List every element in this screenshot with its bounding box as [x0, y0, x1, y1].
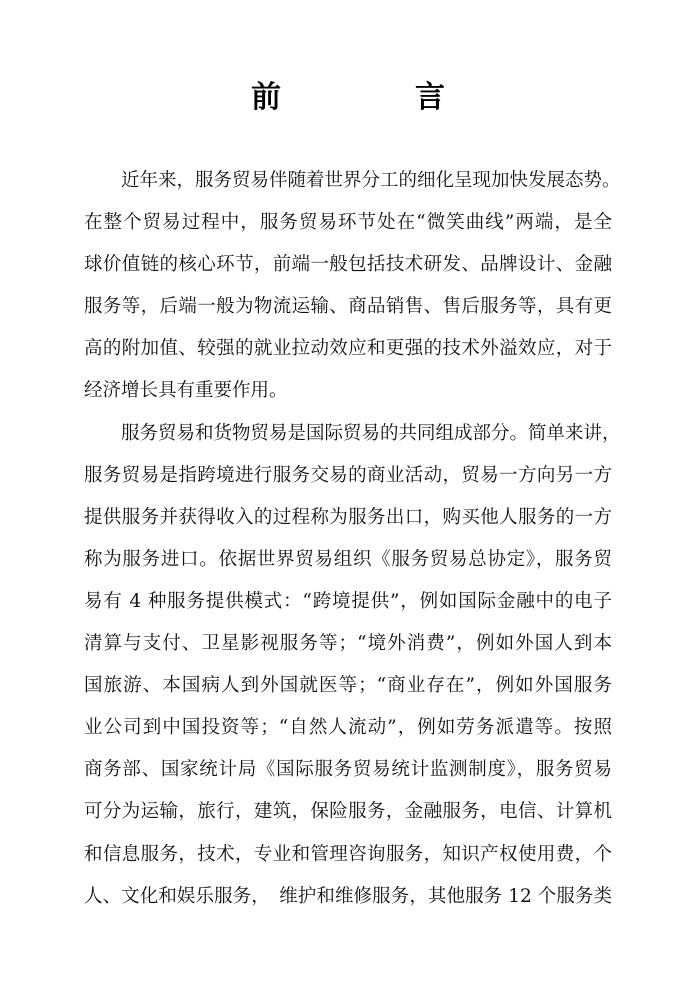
document-body	[84, 160, 621, 918]
text-line: 球价值链的核心环节，前端一般包括技术研发、品牌设计、金融	[84, 254, 612, 276]
text-line: 服务贸易和货物贸易是国际贸易的共同组成部分。简单来讲，	[121, 422, 621, 444]
text-line: 在整个贸易过程中，服务贸易环节处在“微笑曲线”两端，是全	[84, 212, 612, 234]
text-line: 服务贸易是指跨境进行服务交易的商业活动，贸易一方向另一方	[84, 464, 612, 486]
text-line: 和信息服务，技术，专业和管理咨询服务，知识产权使用费，个	[84, 843, 612, 865]
text-line: 经济增长具有重要作用。	[84, 380, 288, 402]
text-line: 商务部、国家统计局《国际服务贸易统计监测制度》，服务贸易	[84, 759, 612, 781]
text-line: 提供服务并获得收入的过程称为服务出口，购买他人服务的一方	[84, 506, 612, 528]
text-line: 国旅游、本国病人到外国就医等；“商业存在”，例如外国服务	[84, 675, 612, 697]
text-line: 可分为运输，旅行，建筑，保险服务，金融服务，电信、计算机	[84, 801, 612, 823]
paragraph-2	[84, 413, 621, 918]
page-title: 前 言	[251, 80, 497, 115]
text-line: 清算与支付、卫星影视服务等；“境外消费”，例如外国人到本	[84, 633, 612, 655]
text-line: 近年来，服务贸易伴随着世界分工的细化呈现加快发展态势。	[121, 170, 621, 191]
text-line: 高的附加值、较强的就业拉动效应和更强的技术外溢效应，对于	[84, 338, 612, 360]
text-line: 易有 4 种服务提供模式：“跨境提供”，例如国际金融中的电子	[84, 590, 612, 612]
text-line: 业公司到中国投资等；“自然人流动”，例如劳务派遣等。按照	[84, 717, 612, 739]
text-line: 称为服务进口。依据世界贸易组织《服务贸易总协定》，服务贸	[84, 548, 612, 570]
text-line: 人、文化和娱乐服务， 维护和维修服务，其他服务 12 个服务类	[84, 885, 612, 907]
text-line: 服务等，后端一般为物流运输、商品销售、售后服务等，具有更	[84, 296, 612, 318]
paragraph-1	[84, 160, 621, 413]
